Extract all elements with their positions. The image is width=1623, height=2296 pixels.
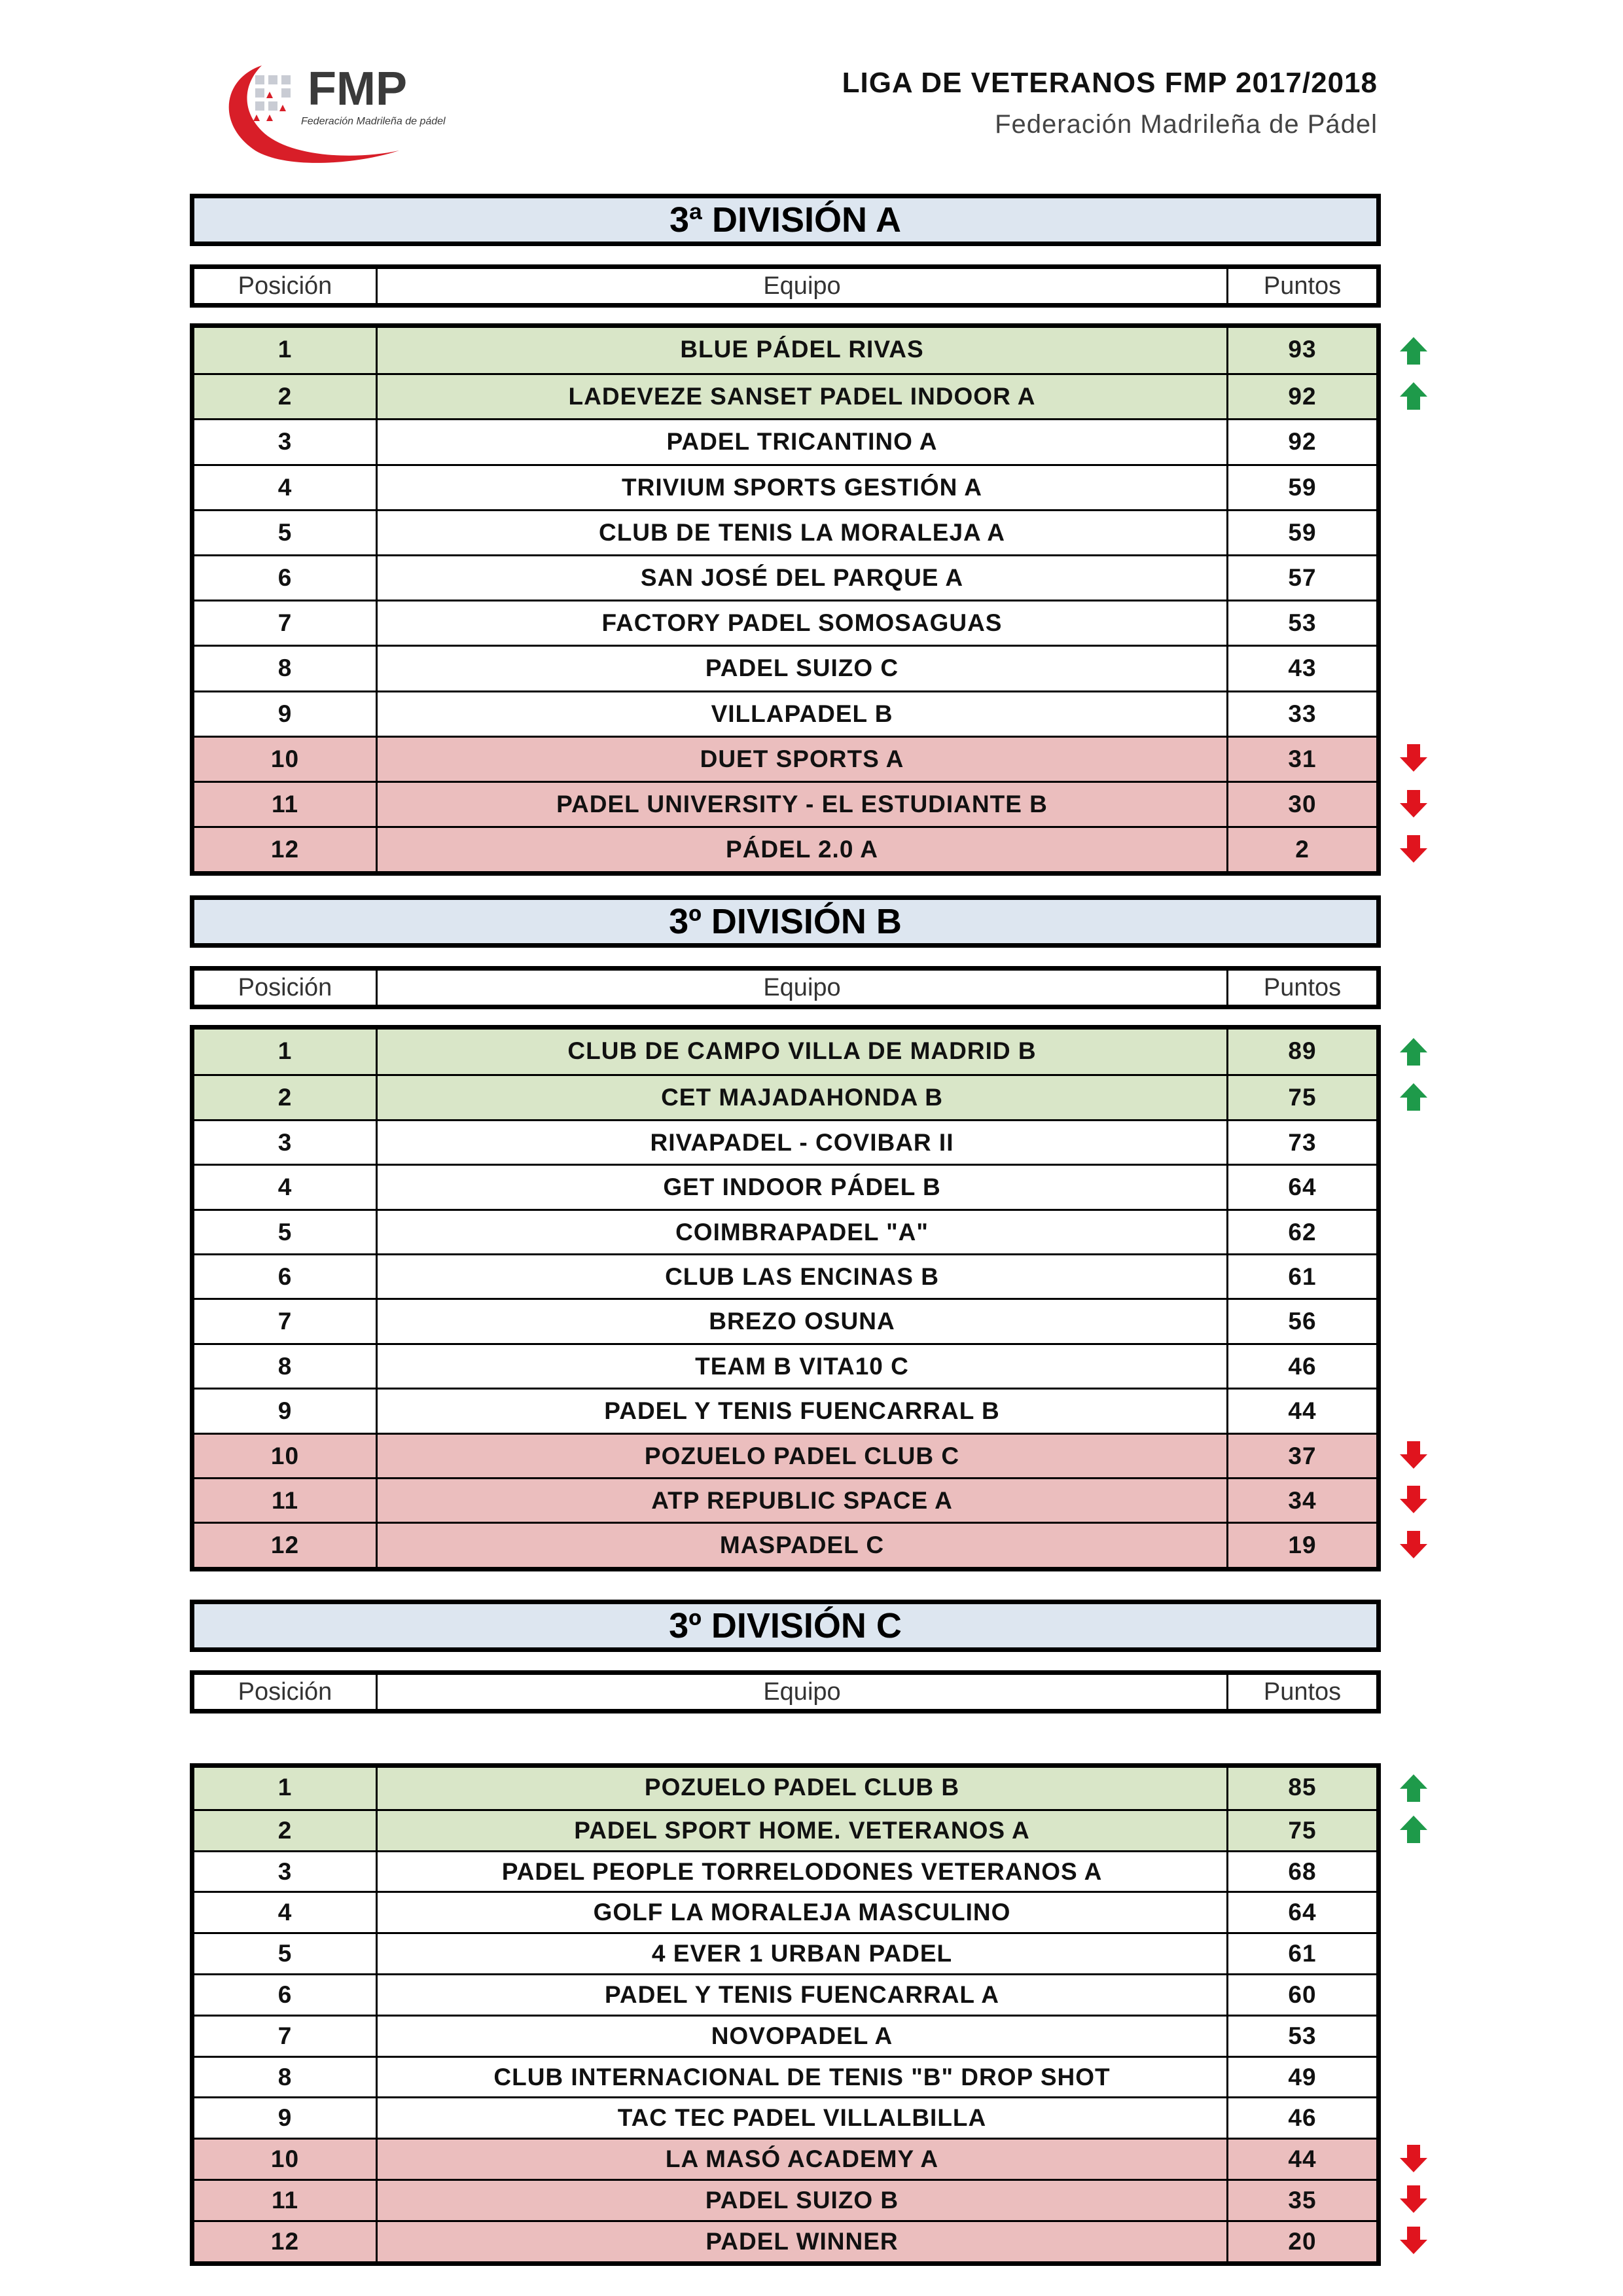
table-row — [194, 1164, 1376, 1208]
row-team: MASPADEL C — [378, 1524, 1228, 1566]
table-row — [194, 826, 1376, 871]
row-points: 92 — [1288, 383, 1317, 410]
row-points: 61 — [1288, 1940, 1317, 1967]
row-points: 73 — [1288, 1128, 1317, 1156]
arrow-up-icon — [1397, 1772, 1430, 1804]
arrow-down-icon — [1397, 2183, 1430, 2215]
row-team: DUET SPORTS A — [378, 738, 1228, 781]
row-points: 2 — [1295, 836, 1310, 863]
table-row — [194, 2056, 1376, 2097]
row-position: 10 — [194, 738, 378, 781]
row-position: 9 — [194, 2098, 378, 2138]
column-header-position: Posición — [194, 971, 378, 1005]
row-position: 3 — [194, 420, 378, 463]
row-team: GET INDOOR PÁDEL B — [378, 1166, 1228, 1208]
table-row — [194, 781, 1376, 826]
row-points: 53 — [1288, 609, 1317, 637]
row-position: 10 — [194, 1435, 378, 1477]
arrow-down-icon — [1397, 2224, 1430, 2257]
row-team: FACTORY PADEL SOMOSAGUAS — [378, 601, 1228, 645]
row-position: 2 — [194, 1076, 378, 1119]
arrow-up-icon — [1397, 1081, 1430, 1113]
table-row — [194, 1850, 1376, 1892]
division-section — [190, 1600, 1381, 2266]
column-header-row — [190, 966, 1381, 1009]
row-team: PADEL SUIZO C — [378, 647, 1228, 690]
row-points: 46 — [1288, 2104, 1317, 2132]
arrow-up-icon — [1397, 334, 1430, 367]
row-points: 35 — [1288, 2186, 1317, 2214]
column-header-position: Posición — [194, 269, 378, 303]
page-title: LIGA DE VETERANOS FMP 2017/2018 — [842, 67, 1378, 99]
table-row — [194, 1433, 1376, 1477]
row-team: PADEL Y TENIS FUENCARRAL B — [378, 1390, 1228, 1432]
table-row — [194, 509, 1376, 554]
row-position: 12 — [194, 828, 378, 871]
column-header-points: Puntos — [1263, 1678, 1342, 1706]
row-points: 92 — [1288, 428, 1317, 456]
row-position: 7 — [194, 601, 378, 645]
row-points: 61 — [1288, 1263, 1317, 1290]
row-points: 75 — [1288, 1084, 1317, 1111]
row-position: 4 — [194, 1166, 378, 1208]
row-points: 60 — [1288, 1981, 1317, 2008]
row-points: 59 — [1288, 473, 1317, 501]
column-header-team: Equipo — [378, 971, 1228, 1005]
row-points: 62 — [1288, 1218, 1317, 1246]
table-row — [194, 2220, 1376, 2261]
row-team: PÁDEL 2.0 A — [378, 828, 1228, 871]
row-team: PADEL Y TENIS FUENCARRAL A — [378, 1975, 1228, 2015]
row-points: 57 — [1288, 564, 1317, 591]
row-team: PADEL TRICANTINO A — [378, 420, 1228, 463]
fmp-logo — [216, 52, 491, 170]
row-position: 10 — [194, 2140, 378, 2179]
table-row — [194, 1388, 1376, 1432]
row-points: 68 — [1288, 1857, 1317, 1885]
row-position: 1 — [194, 328, 378, 373]
arrow-down-icon — [1397, 787, 1430, 820]
table-row — [194, 1477, 1376, 1522]
table-row — [194, 2096, 1376, 2138]
table-row — [194, 1119, 1376, 1164]
row-team: TAC TEC PADEL VILLALBILLA — [378, 2098, 1228, 2138]
row-position: 8 — [194, 647, 378, 690]
row-position: 8 — [194, 1345, 378, 1388]
row-team: CLUB DE TENIS LA MORALEJA A — [378, 511, 1228, 554]
row-team: POZUELO PADEL CLUB B — [378, 1768, 1228, 1809]
table-row — [194, 1253, 1376, 1298]
row-team: CLUB INTERNACIONAL DE TENIS "B" DROP SHOT — [378, 2058, 1228, 2097]
row-points: 93 — [1288, 336, 1317, 363]
arrow-up-icon — [1397, 1813, 1430, 1846]
arrow-down-icon — [1397, 1439, 1430, 1471]
row-points: 49 — [1288, 2063, 1317, 2090]
row-team: POZUELO PADEL CLUB C — [378, 1435, 1228, 1477]
table-row — [194, 2015, 1376, 2056]
row-points: 20 — [1288, 2227, 1317, 2255]
division-section — [190, 895, 1381, 1571]
row-team: ATP REPUBLIC SPACE A — [378, 1479, 1228, 1522]
row-position: 3 — [194, 1121, 378, 1164]
row-position: 7 — [194, 2017, 378, 2056]
row-points: 43 — [1288, 655, 1317, 682]
arrow-up-icon — [1397, 380, 1430, 412]
row-team: PADEL WINNER — [378, 2222, 1228, 2261]
table-row — [194, 1809, 1376, 1850]
table-row — [194, 645, 1376, 690]
row-team: COIMBRAPADEL "A" — [378, 1211, 1228, 1253]
row-position: 7 — [194, 1300, 378, 1342]
table-row — [194, 600, 1376, 645]
row-position: 4 — [194, 1893, 378, 1932]
standings-table — [190, 1025, 1381, 1571]
arrow-down-icon — [1397, 742, 1430, 774]
column-header-team: Equipo — [378, 1675, 1228, 1709]
row-points: 56 — [1288, 1308, 1317, 1335]
logo-tagline: Federación Madrileña de pádel — [301, 116, 446, 127]
row-position: 11 — [194, 2181, 378, 2220]
arrow-down-icon — [1397, 1483, 1430, 1516]
row-points: 31 — [1288, 745, 1317, 772]
division-title: 3º DIVISIÓN C — [190, 1600, 1381, 1652]
table-row — [194, 1522, 1376, 1566]
table-row — [194, 464, 1376, 509]
division-section — [190, 194, 1381, 876]
row-position: 9 — [194, 1390, 378, 1432]
table-row — [194, 1973, 1376, 2015]
row-points: 89 — [1288, 1037, 1317, 1064]
row-position: 8 — [194, 2058, 378, 2097]
row-points: 64 — [1288, 1174, 1317, 1201]
row-points: 37 — [1288, 1442, 1317, 1469]
column-header-position: Posición — [194, 1675, 378, 1709]
table-row — [194, 1209, 1376, 1253]
row-team: BLUE PÁDEL RIVAS — [378, 328, 1228, 373]
row-position: 1 — [194, 1030, 378, 1074]
column-header-points: Puntos — [1263, 974, 1342, 1001]
row-position: 11 — [194, 1479, 378, 1522]
table-row — [194, 418, 1376, 463]
row-team: LADEVEZE SANSET PADEL INDOOR A — [378, 375, 1228, 418]
row-team: CLUB DE CAMPO VILLA DE MADRID B — [378, 1030, 1228, 1074]
row-team: 4 EVER 1 URBAN PADEL — [378, 1934, 1228, 1973]
row-points: 44 — [1288, 1397, 1317, 1425]
row-points: 85 — [1288, 1774, 1317, 1801]
row-team: PADEL SUIZO B — [378, 2181, 1228, 2220]
row-position: 6 — [194, 1975, 378, 2015]
row-points: 64 — [1288, 1899, 1317, 1926]
row-points: 19 — [1288, 1532, 1317, 1559]
row-team: CET MAJADAHONDA B — [378, 1076, 1228, 1119]
row-team: NOVOPADEL A — [378, 2017, 1228, 2056]
row-team: BREZO OSUNA — [378, 1300, 1228, 1342]
row-points: 46 — [1288, 1352, 1317, 1380]
column-header-points: Puntos — [1263, 272, 1342, 300]
table-row — [194, 1768, 1376, 1809]
row-position: 4 — [194, 466, 378, 509]
row-position: 5 — [194, 1211, 378, 1253]
row-points: 34 — [1288, 1486, 1317, 1514]
division-title: 3ª DIVISIÓN A — [190, 194, 1381, 246]
arrow-down-icon — [1397, 2142, 1430, 2175]
standings-table — [190, 323, 1381, 876]
division-title: 3º DIVISIÓN B — [190, 895, 1381, 948]
row-team: LA MASÓ ACADEMY A — [378, 2140, 1228, 2179]
row-team: TRIVIUM SPORTS GESTIÓN A — [378, 466, 1228, 509]
table-row — [194, 554, 1376, 600]
table-row — [194, 1891, 1376, 1932]
row-position: 11 — [194, 783, 378, 826]
table-row — [194, 2138, 1376, 2179]
table-row — [194, 736, 1376, 781]
column-header-row — [190, 264, 1381, 308]
standings-table — [190, 1763, 1381, 2266]
row-points: 33 — [1288, 700, 1317, 727]
row-position: 5 — [194, 511, 378, 554]
row-points: 30 — [1288, 790, 1317, 817]
row-team: PADEL SPORT HOME. VETERANOS A — [378, 1811, 1228, 1850]
row-points: 75 — [1288, 1816, 1317, 1844]
arrow-down-icon — [1397, 1528, 1430, 1561]
row-team: PADEL UNIVERSITY - EL ESTUDIANTE B — [378, 783, 1228, 826]
row-position: 12 — [194, 1524, 378, 1566]
row-team: VILLAPADEL B — [378, 692, 1228, 736]
row-points: 53 — [1288, 2022, 1317, 2049]
table-row — [194, 691, 1376, 736]
column-header-row — [190, 1670, 1381, 1713]
row-team: PADEL PEOPLE TORRELODONES VETERANOS A — [378, 1852, 1228, 1892]
row-points: 59 — [1288, 518, 1317, 546]
row-position: 2 — [194, 375, 378, 418]
row-position: 2 — [194, 1811, 378, 1850]
row-team: GOLF LA MORALEJA MASCULINO — [378, 1893, 1228, 1932]
row-team: CLUB LAS ENCINAS B — [378, 1255, 1228, 1298]
row-position: 1 — [194, 1768, 378, 1809]
table-row — [194, 1298, 1376, 1342]
logo-text: FMP — [308, 63, 407, 115]
row-points: 44 — [1288, 2145, 1317, 2173]
arrow-up-icon — [1397, 1035, 1430, 1068]
table-row — [194, 328, 1376, 373]
row-position: 6 — [194, 1255, 378, 1298]
row-position: 12 — [194, 2222, 378, 2261]
page-subtitle: Federación Madrileña de Pádel — [995, 110, 1378, 139]
row-team: TEAM B VITA10 C — [378, 1345, 1228, 1388]
row-team: RIVAPADEL - COVIBAR II — [378, 1121, 1228, 1164]
table-row — [194, 1343, 1376, 1388]
row-position: 3 — [194, 1852, 378, 1892]
table-row — [194, 373, 1376, 418]
table-row — [194, 1074, 1376, 1119]
column-header-team: Equipo — [378, 269, 1228, 303]
row-position: 9 — [194, 692, 378, 736]
table-row — [194, 1932, 1376, 1973]
row-team: SAN JOSÉ DEL PARQUE A — [378, 556, 1228, 600]
row-position: 5 — [194, 1934, 378, 1973]
row-position: 6 — [194, 556, 378, 600]
arrow-down-icon — [1397, 833, 1430, 865]
table-row — [194, 1030, 1376, 1074]
table-row — [194, 2179, 1376, 2220]
